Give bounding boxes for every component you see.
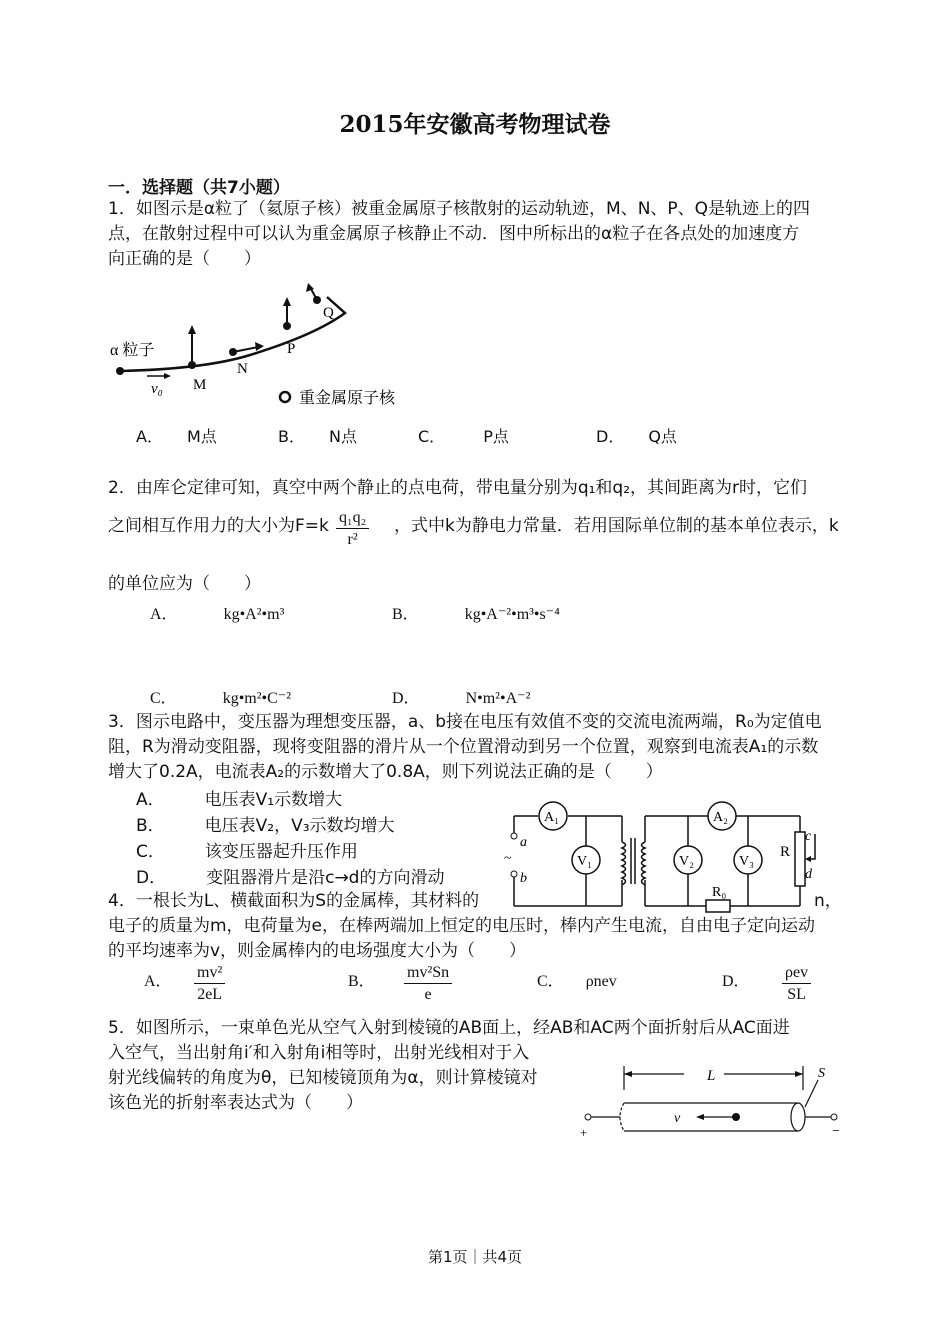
point-Q-label: Q [323,305,334,321]
q1-line1: 1．如图示是α粒了（氦原子核）被重金属原子核散射的运动轨迹，M、N、P、Q是轨迹上的四 [108,199,811,219]
q3-transformer-circuit [500,794,830,932]
area-S-label: S [818,1066,825,1081]
q4-option-a-fraction: $\frac{\text{mv²}}{2eL}$ [194,963,225,1006]
q1-trajectory-figure [105,283,415,413]
q4-line1a: 4．一根长为L、横截面积为S的金属棒，其材料的 [108,891,480,911]
q3-option-b[interactable]: B． 电压表V₂，V₃示数均增大 [136,816,395,836]
q2-option-a[interactable]: A． kg•A²•m³ [150,606,285,623]
velocity-v-label: v [674,1111,681,1126]
q2-line3: 的单位应为（ ） [108,574,261,594]
q2-line2a: 之间相互作用力的大小为F=k [108,516,329,536]
nucleus-label: 重金属原子核 [299,390,396,407]
page-footer: 第1页｜共4页 [427,1248,523,1266]
ammeter-a2-label: A₂ [713,810,728,825]
ammeter-a1-label: A₁ [544,810,559,825]
q1-option-d[interactable]: D． Q点 [596,427,677,446]
q4-option-d-fraction: ρev SL [782,963,811,1006]
q4-option-c[interactable]: C． ρnev [537,973,617,990]
point-N-label: N [237,361,248,377]
fraction-numerator: q₁q₂ [336,508,369,529]
slider-d-label: d [805,867,812,882]
terminal-b-label: b [520,871,527,886]
fraction-denominator: r² [347,531,358,548]
point-M-label: M [193,377,207,393]
q3-line2: 阻，R为滑动变阻器，现将变阻器的滑片从一个位置滑动到另一个位置，观察到电流表A₁的示数 [108,737,819,757]
ac-source-label: ~ [504,851,512,866]
nucleus-marker [280,392,290,402]
voltmeter-v2-label: V₂ [679,854,694,869]
voltmeter-v3-label: V₃ [739,854,754,869]
q3-line3: 增大了0.2A，电流表A₂的示数增大了0.8A，则下列说法正确的是（ ） [108,762,663,782]
rheostat-r-label: R [780,844,791,860]
q2-option-c[interactable]: C． kg•m²•C⁻² [150,690,292,707]
q3-line1: 3．图示电路中，变压器为理想变压器，a、b接在电压有效值不变的交流电流两端，R₀为定值电 [108,712,822,732]
q2-option-d[interactable]: D． N•m²•A⁻² [392,690,531,707]
q2-line2b: ，式中k为静电力常量．若用国际单位制的基本单位表示，k [394,516,839,536]
q3-option-c[interactable]: C． 该变压器起升压作用 [136,842,358,862]
terminal-a-label: a [520,835,527,850]
voltmeter-v1-label: V₁ [577,854,592,869]
q2-coulomb-fraction [336,508,369,551]
v0-label: v₀ [151,381,163,397]
q5-metal-rod-figure [578,1062,848,1142]
q5-line2: 入空气，当出射角i′和入射角i相等时，出射光线相对于入 [108,1043,530,1063]
q1-option-b[interactable]: B． N点 [278,427,357,446]
q1-option-a[interactable]: A． M点 [136,427,217,446]
q1-line2: 点，在散射过程中可以认为重金属原子核静止不动．图中所标出的α粒子在各点处的加速度方 [108,224,800,244]
length-L-label: L [707,1068,716,1084]
q3-option-d[interactable]: D． 变阻器滑片是沿c→d的方向滑动 [136,868,445,888]
q5-line1: 5．如图所示，一束单色光从空气入射到棱镜的AB面上，经AB和AC两个面折射后从AC面进 [108,1018,790,1038]
q3-option-a[interactable]: A． 电压表V₁示数增大 [136,790,343,810]
q4-option-d-key[interactable]: D． [722,973,750,990]
q4-option-b-key[interactable]: B． [348,973,375,990]
q4-option-b-fraction: $\frac{\text{mv²Sn}}{e}$ [404,963,452,1006]
resistor-r0-label: R₀ [712,885,727,900]
slider-c-label: c [805,829,812,844]
q5-line3: 射光线偏转的角度为θ，已知棱镜顶角为α，则计算棱镜对 [108,1068,538,1088]
q4-line2: 电子的质量为m，电荷量为e，在棒两端加上恒定的电压时，棒内产生电流，自由电子定向运动 [108,916,816,936]
plus-terminal-label: + [580,1125,588,1140]
q2-option-b[interactable]: B． kg•A⁻²•m³•s⁻⁴ [392,606,560,623]
section-heading: 一．选择题（共7小题） [108,178,290,198]
q2-line1: 2．由库仑定律可知，真空中两个静止的点电荷，带电量分别为q₁和q₂，其间距离为r时，它们 [108,478,808,498]
point-P-label: P [287,341,296,357]
q4-option-a-key[interactable]: A． [144,973,172,990]
q4-line1b: n， [814,891,842,911]
q1-option-c[interactable]: C． P点 [418,427,509,446]
q4-line3: 的平均速率为v，则金属棒内的电场强度大小为（ ） [108,941,527,961]
minus-terminal-label: − [832,1124,840,1139]
q5-line4: 该色光的折射率表达式为（ ） [108,1093,363,1113]
page-title: 2015年安徽高考物理试卷 [339,111,611,138]
q1-line3: 向正确的是（ ） [108,249,261,269]
alpha-label: α 粒子 [110,342,155,359]
